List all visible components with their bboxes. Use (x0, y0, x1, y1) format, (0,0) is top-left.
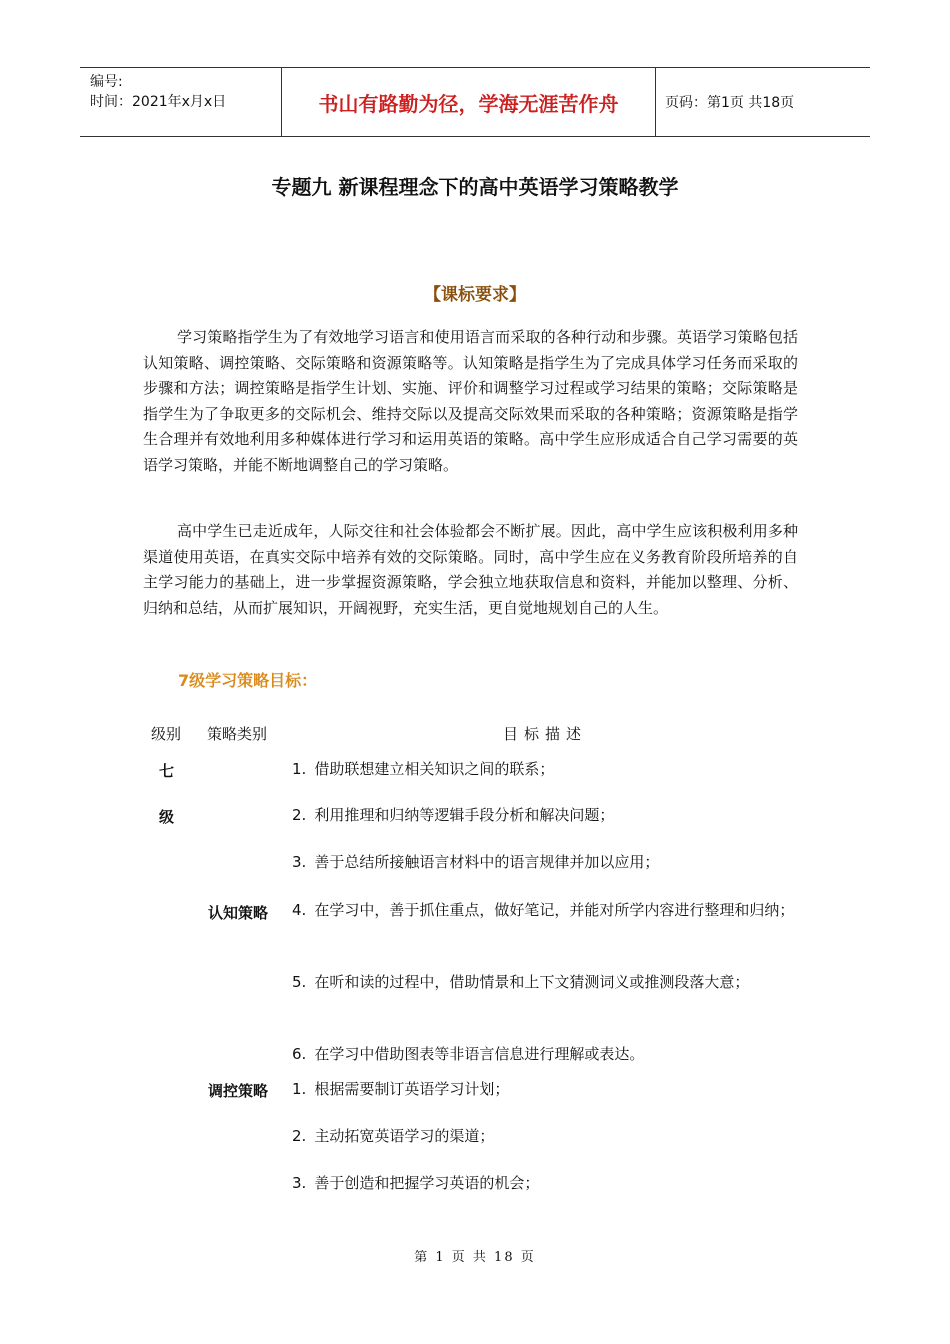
cognitive-item (292, 970, 802, 995)
item-number: 3. (292, 853, 307, 871)
item-text: 主动拓宽英语学习的渠道； (314, 1127, 495, 1145)
item-number: 1. (292, 760, 307, 778)
cognitive-item (292, 1042, 802, 1067)
section-heading: 【课标要求】 (424, 285, 526, 305)
table-header-description: 目标描述 (503, 725, 588, 743)
level-char-1: 七 (159, 762, 175, 780)
item-text: 在学习中借助图表等非语言信息进行理解或表达。 (314, 1045, 645, 1063)
item-number: 5. (292, 973, 307, 991)
header-meta-cell (80, 68, 281, 136)
level-char-2: 级 (159, 808, 175, 826)
item-number: 2. (292, 806, 307, 824)
item-number: 6. (292, 1045, 307, 1063)
item-number: 3. (292, 1174, 307, 1192)
number-label: 编号: (90, 74, 123, 90)
item-number: 1. (292, 1080, 307, 1098)
cognitive-item (292, 757, 802, 782)
item-text: 善于创造和把握学习英语的机会； (314, 1174, 540, 1192)
goal-heading: 7级学习策略目标： (178, 671, 318, 690)
item-text: 根据需要制订英语学习计划； (314, 1080, 510, 1098)
header-motto: 书山有路勤为径，学海无涯苦作舟 (281, 68, 656, 136)
date-label: 时间：2021年x月x日 (90, 94, 227, 110)
page-footer: 第 1 页 共 18 页 (414, 1250, 536, 1265)
regulatory-item (292, 1077, 802, 1102)
regulatory-item (292, 1124, 802, 1149)
header-page-info: 页码：第1页 共18页 (665, 95, 795, 111)
cognitive-item (292, 803, 802, 828)
paragraph-1: 学习策略指学生为了有效地学习语言和使用语言而采取的各种行动和步骤。英语学习策略包括认知策略、调控策略、交际策略和资源策略等。认知策略是指学生为了完成具体学习任务而采取的步骤和方法；调控策略是指学生计划、实施、评价和调整学习过程或学习结果的策略；交际策略是指学生为了争取更多的交际机会、维持交际以及提高交际效果而采取的各种策略；资源策略是指学生合理并有效地利用多种媒体进行学习和运用英语的策略。高中学生应形成适合自己学习需要的英语学习策略，并能不断地调整自己的学习策略。 (143, 328, 798, 474)
item-text: 在听和读的过程中，借助情景和上下文猜测词义或推测段落大意； (314, 973, 750, 991)
item-text: 在学习中，善于抓住重点，做好笔记，并能对所学内容进行整理和归纳； (314, 901, 795, 919)
item-text: 善于总结所接触语言材料中的语言规律并加以应用； (314, 853, 660, 871)
category-regulatory: 调控策略 (208, 1082, 269, 1100)
item-number: 2. (292, 1127, 307, 1145)
document-header (80, 67, 870, 137)
table-header-category: 策略类别 (207, 725, 268, 743)
table-header-level: 级别 (151, 725, 182, 743)
cognitive-item (292, 898, 802, 923)
cognitive-item (292, 850, 802, 875)
item-text: 借助联想建立相关知识之间的联系； (314, 760, 555, 778)
item-text: 利用推理和归纳等逻辑手段分析和解决问题； (314, 806, 615, 824)
paragraph-2: 高中学生已走近成年，人际交往和社会体验都会不断扩展。因此，高中学生应该积极利用多种渠道使用英语，在真实交际中培养有效的交际策略。同时，高中学生应在义务教育阶段所培养的自主学习能力的基础上，进一步掌握资源策略，学会独立地获取信息和资料，并能加以整理、分析、归纳和总结，从而扩展知识，开阔视野，充实生活，更自觉地规划自己的人生。 (143, 522, 798, 617)
item-number: 4. (292, 901, 307, 919)
regulatory-item (292, 1171, 802, 1196)
document-title: 专题九 新课程理念下的高中英语学习策略教学 (271, 175, 679, 199)
category-cognitive: 认知策略 (208, 904, 269, 922)
